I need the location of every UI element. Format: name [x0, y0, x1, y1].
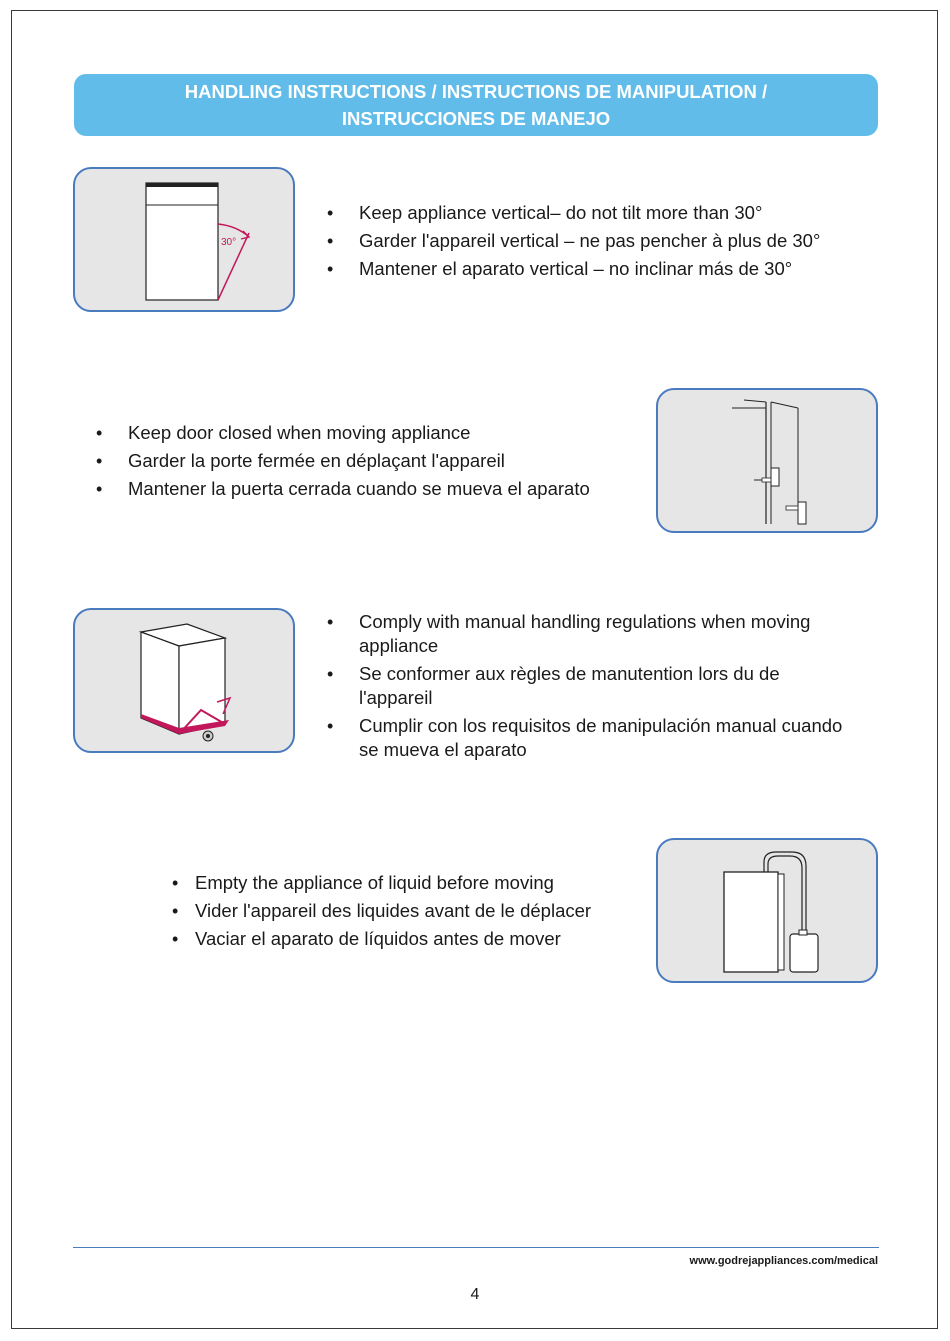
list-item: • Mantener el aparato vertical – no inclinar más de 30°	[327, 257, 887, 281]
door-latch-icon	[658, 390, 880, 535]
liquid-instructions-list	[172, 871, 642, 955]
list-item: • Keep door closed when moving appliance	[96, 421, 656, 445]
footer-url[interactable]: www.godrejappliances.com/medical	[689, 1255, 878, 1267]
list-item: • Vider l'appareil des liquides avant de le déplacer	[172, 899, 642, 923]
list-item: • Vaciar el aparato de líquidos antes de mover	[172, 927, 642, 951]
tilt-angle-icon	[75, 169, 297, 314]
footer-divider	[73, 1247, 879, 1248]
banner-line-2: INSTRUCCIONES DE MANEJO	[341, 108, 611, 129]
drain-illustration-card	[656, 838, 878, 983]
banner-line-1: HANDLING INSTRUCTIONS / INSTRUCTIONS DE MANIPULATION /	[184, 81, 768, 102]
list-item: • Mantener la puerta cerrada cuando se mueva el aparato	[96, 477, 656, 501]
list-item: • Empty the appliance of liquid before moving	[172, 871, 642, 895]
list-item: • Keep appliance vertical– do not tilt more than 30°	[327, 201, 887, 225]
list-item: • Comply with manual handling regulations when moving appliance	[327, 610, 857, 658]
door-instructions-list	[96, 421, 656, 505]
page-number: 4	[470, 1286, 480, 1303]
handling-instructions-list	[327, 610, 857, 766]
angle-label: 30°	[221, 237, 237, 248]
list-item: • Se conformer aux règles de manutention lors du de l'appareil	[327, 662, 857, 710]
drain-liquid-icon	[658, 840, 880, 985]
list-item: • Garder l'appareil vertical – ne pas pencher à plus de 30°	[327, 229, 887, 253]
hand-truck-icon	[75, 610, 297, 755]
section-banner	[74, 74, 878, 136]
tilt-illustration-card	[73, 167, 295, 312]
list-item: • Cumplir con los requisitos de manipulación manual cuando se mueva el aparato	[327, 714, 857, 762]
hand-truck-illustration-card	[73, 608, 295, 753]
tilt-instructions-list	[327, 201, 887, 285]
list-item: • Garder la porte fermée en déplaçant l'appareil	[96, 449, 656, 473]
door-illustration-card	[656, 388, 878, 533]
